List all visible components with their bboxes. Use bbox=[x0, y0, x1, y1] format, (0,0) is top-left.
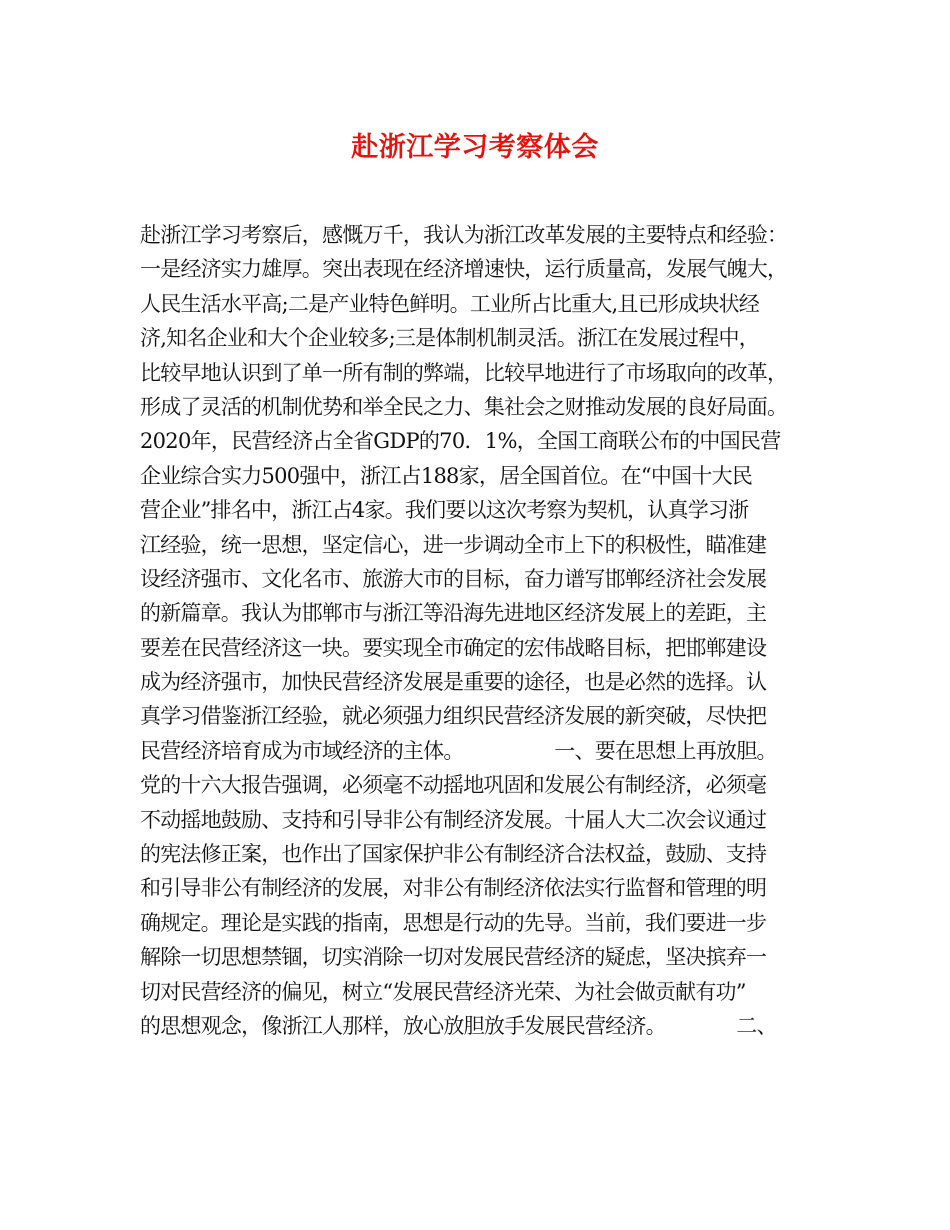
document-body bbox=[140, 218, 840, 1043]
body-text-line: 济,知名企业和大个企业较多;三是体制机制灵活。浙江在发展过程中， bbox=[140, 326, 759, 351]
body-text-line: 人民生活水平高;二是产业特色鲜明。工业所占比重大,且已形成块状经 bbox=[140, 291, 759, 316]
body-text-line: 确规定。理论是实践的指南，思想是行动的先导。当前，我们要进一步 bbox=[140, 910, 767, 935]
body-text-line: 解除一切思想禁锢，切实消除一切对发展民营经济的疑虑，坚决摈弃一 bbox=[140, 945, 767, 970]
body-text-line: 的新篇章。我认为邯郸市与浙江等沿海先进地区经济发展上的差距，主 bbox=[140, 601, 767, 626]
body-text-line: 形成了灵活的机制优势和举全民之力、集社会之财推动发展的良好局面。 bbox=[140, 394, 788, 419]
body-text-line: 赴浙江学习考察后，感慨万千，我认为浙江改革发展的主要特点和经验： bbox=[140, 223, 788, 247]
body-text-line: 成为经济强市，加快民营经济发展是重要的途径，也是必然的选择。认 bbox=[140, 670, 767, 695]
body-text-line: 江经验，统一思想，坚定信心，进一步调动全市上下的积极性，瞄准建 bbox=[140, 532, 767, 557]
body-text-line: 企业综合实力500强中，浙江占188家，居全国首位。在“中国十大民 bbox=[140, 463, 753, 488]
body-text-line: 设经济强市、文化名市、旅游大市的目标，奋力谱写邯郸经济社会发展 bbox=[140, 566, 767, 591]
body-text-line: 真学习借鉴浙江经验，就必须强力组织民营经济发展的新突破，尽快把 bbox=[140, 704, 767, 729]
body-text-line: 和引导非公有制经济的发展，对非公有制经济依法实行监督和管理的明 bbox=[140, 876, 767, 901]
body-text-line: 的宪法修正案，也作出了国家保护非公有制经济合法权益，鼓励、支持 bbox=[140, 842, 767, 867]
body-text-line: 党的十六大报告强调，必须毫不动摇地巩固和发展公有制经济，必须毫 bbox=[140, 773, 767, 798]
body-text-line: 民营经济培育成为市域经济的主体。 一、要在思想上再放胆。 bbox=[140, 738, 777, 763]
body-text-line: 一是经济实力雄厚。突出表现在经济增速快，运行质量高，发展气魄大， bbox=[140, 257, 788, 282]
body-text-line: 要差在民营经济这一块。要实现全市确定的宏伟战略目标，把邯郸建设 bbox=[140, 635, 767, 660]
body-text-line: 不动摇地鼓励、支持和引导非公有制经济发展。十届人大二次会议通过 bbox=[140, 807, 767, 832]
body-text-line: 比较早地认识到了单一所有制的弊端，比较早地进行了市场取向的改革， bbox=[140, 360, 788, 385]
body-text-line: 的思想观念，像浙江人那样，放心放胆放手发展民营经济。 二、 bbox=[140, 1013, 777, 1038]
body-text-line: 营企业”排名中，浙江占4家。我们要以这次考察为契机，认真学习浙 bbox=[140, 498, 749, 523]
body-text-line: 切对民营经济的偏见，树立“发展民营经济光荣、为社会做贡献有功” bbox=[140, 979, 746, 1004]
body-text-line: 2020年，民营经济占全省GDP的70．1%，全国工商联公布的中国民营 bbox=[140, 429, 781, 454]
document-title: 赴浙江学习考察体会 bbox=[351, 132, 599, 163]
